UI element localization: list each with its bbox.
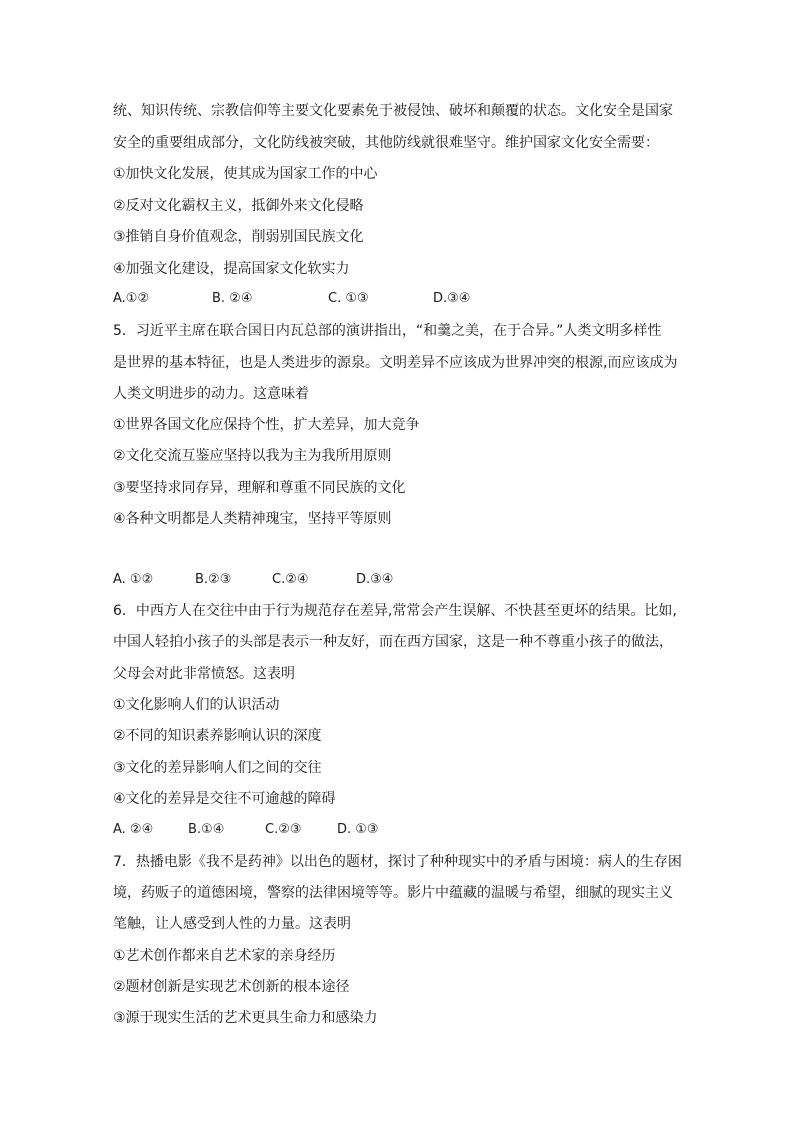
q5-stem-line-3: 人类文明进步的动力。这意味着	[113, 386, 309, 402]
q6-option-c: C.②③	[265, 822, 302, 837]
q6-stem-line-2: 中国人轻拍小孩子的头部是表示一种友好，而在西方国家，这是一种不尊重小孩子的做法，	[113, 634, 673, 650]
q5-stem-line-1: 5．习近平主席在联合国日内瓦总部的演讲指出，“和羹之美，在于合异。”人类文明多样性	[113, 323, 662, 339]
q6-stem-line-3: 父母会对此非常愤怒。这表明	[113, 666, 295, 682]
q4-stem-line-2: 安全的重要组成部分，文化防线被突破，其他防线就很难坚守。维护国家文化安全需要：	[113, 135, 659, 151]
q7-stem-line-2: 境，药贩子的道德困境，警察的法律困境等等。影片中蕴藏的温暖与希望，细腻的现实主义	[113, 885, 673, 901]
q6-item-2: ②不同的知识素养影响认识的深度	[113, 728, 322, 744]
q4-option-c: C. ①③	[328, 291, 369, 306]
q6-stem-line-1: 6．中西方人在交往中由于行为规范存在差异,常常会产生误解、不快甚至更坏的结果。比如,	[113, 603, 677, 619]
q6-item-4: ④文化的差异是交往不可逾越的障碍	[113, 791, 336, 807]
q7-item-2: ②题材创新是实现艺术创新的根本途径	[113, 979, 350, 995]
q6-item-1: ①文化影响人们的认识活动	[113, 697, 280, 713]
q7-item-3: ③源于现实生活的艺术更具生命力和感染力	[113, 1010, 378, 1026]
q7-stem-line-3: 笔触，让人感受到人性的力量。这表明	[113, 916, 351, 932]
q4-option-b: B. ②④	[212, 291, 253, 306]
q5-item-2: ②文化交流互鉴应坚持以我为主为我所用原则	[113, 448, 392, 464]
q5-option-b: B.②③	[195, 572, 232, 587]
q5-option-a: A. ①②	[113, 572, 154, 587]
q6-option-d: D. ①③	[337, 822, 379, 837]
q5-item-4: ④各种文明都是人类精神瑰宝，坚持平等原则	[113, 511, 392, 527]
q5-stem-line-2: 是世界的基本特征，也是人类进步的源泉。文明差异不应该成为世界冲突的根源,而应该成为	[113, 355, 678, 371]
q4-item-2: ②反对文化霸权主义，抵御外来文化侵略	[113, 198, 364, 214]
q5-item-1: ①世界各国文化应保持个性，扩大差异，加大竞争	[113, 417, 420, 433]
q4-item-3: ③推销自身价值观念，削弱别国民族文化	[113, 229, 364, 245]
q4-item-4: ④加强文化建设，提高国家文化软实力	[113, 261, 350, 277]
q5-option-c: C.②④	[272, 572, 309, 587]
q6-option-b: B.①④	[188, 822, 225, 837]
q4-stem-line-1: 统、知识传统、宗教信仰等主要文化要素免于被侵蚀、破坏和颠覆的状态。文化安全是国家	[113, 103, 673, 119]
q6-item-3: ③文化的差异影响人们之间的交往	[113, 760, 322, 776]
q6-option-a: A. ②④	[113, 822, 154, 837]
q7-stem-line-1: 7．热播电影《我不是药神》以出色的题材，探讨了种种现实中的矛盾与困境：病人的生存困	[113, 854, 682, 870]
q4-item-1: ①加快文化发展，使其成为国家工作的中心	[113, 166, 378, 182]
q4-option-a: A.①②	[113, 291, 150, 306]
q7-item-1: ①艺术创作都来自艺术家的亲身经历	[113, 948, 336, 964]
q5-item-3: ③要坚持求同存异，理解和尊重不同民族的文化	[113, 480, 406, 496]
q5-option-d: D.③④	[356, 572, 394, 587]
q4-option-d: D.③④	[433, 291, 471, 306]
